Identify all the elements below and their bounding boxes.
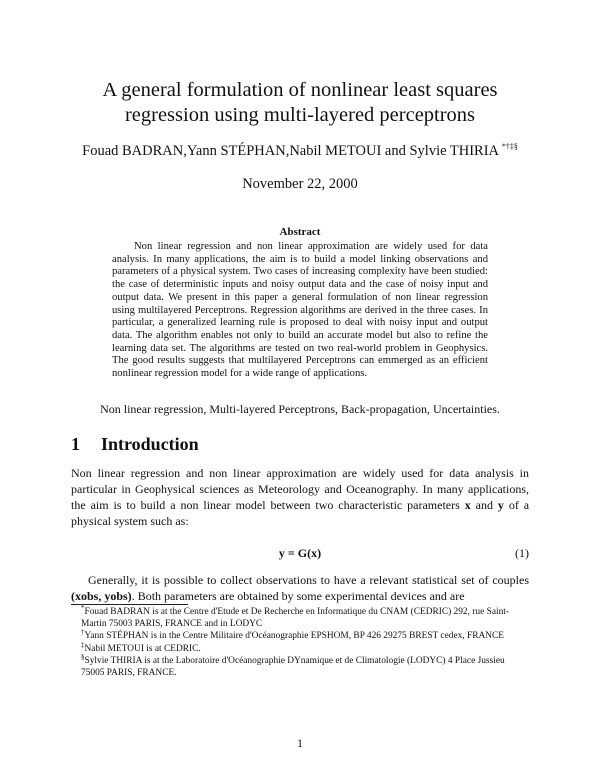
intro-and: and — [475, 498, 493, 512]
footnote-mark: * — [81, 603, 85, 612]
paper-title — [40, 78, 560, 128]
footnote-mark: † — [81, 628, 85, 637]
paper-date: November 22, 2000 — [242, 176, 358, 192]
equation-body: y = G(x) — [278, 546, 322, 560]
author-footnote-marks: *†‡§ — [501, 142, 518, 152]
title-line-1: A general formulation of nonlinear least squares — [102, 79, 498, 101]
footnote-rule — [71, 604, 188, 605]
footnotes — [71, 603, 529, 679]
var-y: y — [497, 498, 504, 512]
footnote-text: Fouad BADRAN is at the Centre d'Etude et De Recherche en Informatique du CNAM (CEDRIC) 292, rue Saint-Martin 75003 PARIS, FRANCE and in LODYC — [81, 607, 510, 630]
footnote-mark: § — [81, 652, 85, 661]
author-list — [40, 143, 560, 160]
intro-paragraph-2 — [71, 572, 529, 604]
keywords-line: Non linear regression, Multi-layered Perceptrons, Back-propagation, Uncertainties. — [100, 402, 500, 416]
page-number: 1 — [297, 736, 303, 750]
footnote-text: Nabil METOUI is at CEDRIC. — [84, 643, 201, 654]
para2-text-b: . Both parameters are obtained by some experimental devices and are — [131, 589, 465, 603]
intro-text-a: Non linear regression and non linear approximation are widely used for data analysis in particular in Geophysical sciences as Meteorology and Oceanography. In many applications, the aim is to build a non linear model between two characteristic parameters — [71, 466, 529, 512]
title-line-2: regression using multi-layered perceptrons — [124, 104, 476, 126]
para2-text-a: Generally, it is possible to collect observations to have a relevant statistical set of couples — [88, 573, 529, 587]
footnote-3 — [71, 640, 529, 655]
footnote-text: Yann STÉPHAN is in the Centre Militaire d'Océanographie EPSHOM, BP 426 29275 BREST cedex, FRANCE — [84, 631, 504, 642]
equation-1 — [71, 546, 529, 562]
intro-paragraph-1 — [71, 465, 529, 529]
var-x: x — [464, 498, 471, 512]
intro-text-b: of a physical system such as: — [71, 498, 530, 528]
authors-text: Fouad BADRAN,Yann STÉPHAN,Nabil METOUI and Sylvie THIRIA — [82, 143, 499, 159]
footnote-2 — [71, 630, 529, 642]
abstract-body: Non linear regression and non linear approximation are widely used for data analysis. In many applications, the aim is to build a model linking observations and parameters of a physical system. Two cases of increasing complexity have been studied: the case of deterministic inputs and noisy output data and the case of noisy input and output data. We present in this paper a general formulation of non linear regression using multilayered Perceptrons. Regression algorithms are derived in the three cases. In particular, a generalized learning rule is proposed to deal with noisy input and output data. The algorithm enables not only to build an accurate model but also to refine the learning data set. The algorithms are tested on two real-world problem in Geophysics. The good results suggests that multilayered Perceptrons can emmerged as an efficient nonlinear regression model for a wide range of applications. — [112, 241, 488, 380]
abstract-heading: Abstract — [279, 226, 321, 238]
obs-couple: (xobs, yobs) — [71, 589, 132, 603]
equation-number: (1) — [515, 546, 529, 560]
section-title: Introduction — [101, 434, 199, 454]
section-number: 1 — [71, 434, 80, 454]
footnote-text: Sylvie THIRIA is at the Laboratoire d'Océanographie DYnamique et de Climatologie (LODYC) 4 Place Jussieu 75005 PARIS, FRANCE. — [81, 655, 505, 679]
section-heading — [71, 434, 199, 455]
footnote-1 — [71, 603, 529, 630]
footnote-mark: ‡ — [81, 640, 85, 649]
footnote-4 — [71, 652, 529, 679]
